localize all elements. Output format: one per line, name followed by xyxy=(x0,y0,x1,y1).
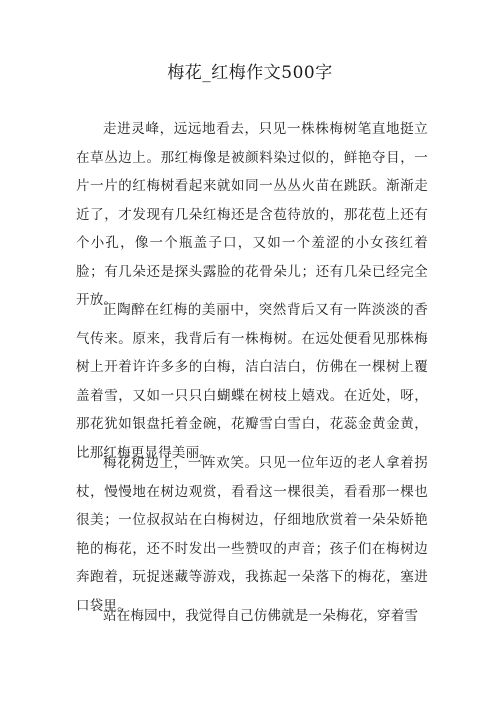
paragraph-3: 梅花树边上，一阵欢笑。只见一位年迈的老人拿着拐杖，慢慢地在树边观赏，看看这一棵很美，看看那一棵也很美；一位叔叔站在白梅树边，仔细地欣赏着一朵朵娇艳艳的梅花，还不时发出一些赞叹的声音；孩子们在梅树边奔跑着，玩捉迷藏等游戏，我拣起一朵落下的梅花，塞进口袋里。 xyxy=(76,455,428,614)
document-title: 梅花_红梅作文500字 xyxy=(167,63,333,83)
paragraph-1: 走进灵峰，远远地看去，只见一株株梅树笔直地挺立在草丛边上。那红梅像是被颜料染过似的，鲜艳夺目，一片一片的红梅树看起来就如同一丛丛火苗在跳跃。渐渐走近了，才发现有几朵红梅还是含苞待放的，那花苞上还有个小孔，像一个瓶盖子口，又如一个羞涩的小女孩红着脸；有几朵还是探头露脸的花骨朵儿；还有几朵已经完全开放。 xyxy=(76,121,428,308)
paragraph-4: 站在梅园中，我觉得自己仿佛就是一朵梅花，穿着雪 xyxy=(103,608,419,624)
paragraph-2: 正陶醉在红梅的美丽中，突然背后又有一阵淡淡的香气传来。原来，我背后有一株梅树。在远处便看见那株梅树上开着许许多多的白梅，洁白洁白，仿佛在一棵树上覆盖着雪，又如一只只白蝴蝶在树枝上嬉戏。在近处，呀，那花犹如银盘托着金碗，花瓣雪白雪白，花蕊金黄金黄，比那红梅更显得美丽。 xyxy=(76,302,428,461)
